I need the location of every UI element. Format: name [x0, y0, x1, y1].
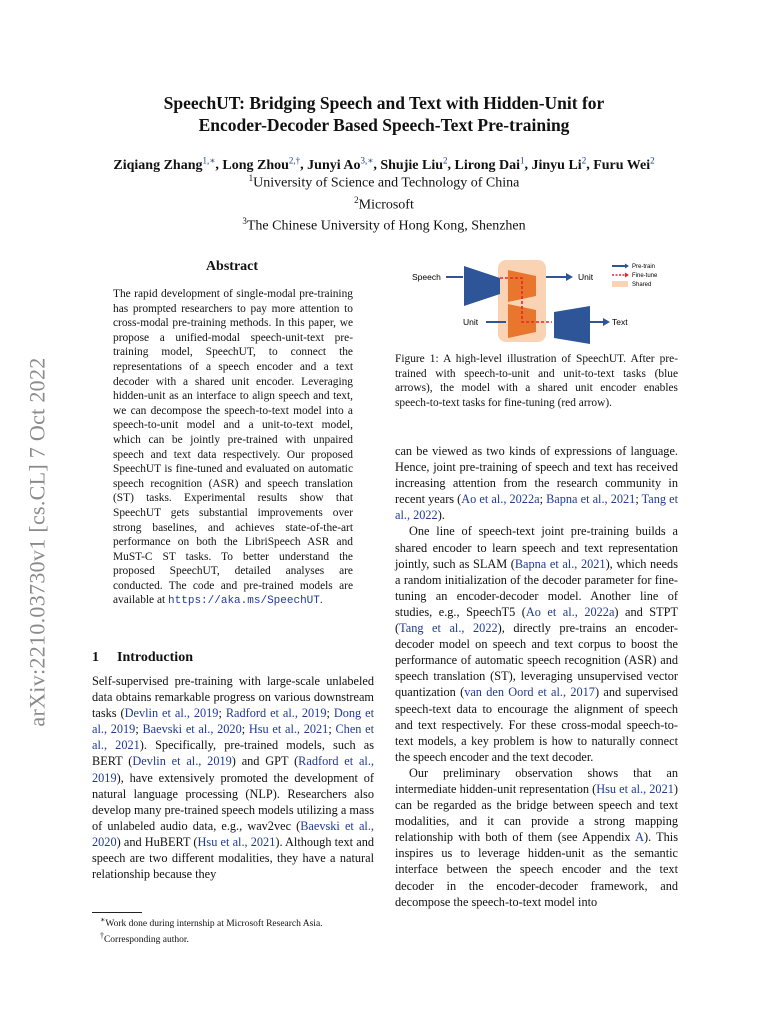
body-text: ;	[135, 722, 143, 737]
legend-pretrain: Pre-train	[632, 264, 656, 270]
citation-link[interactable]: Radford et al., 2019	[92, 754, 374, 785]
paper-title	[100, 92, 668, 136]
citation-link[interactable]: van den Oord et al., 2017	[464, 685, 595, 700]
figure-legend	[612, 264, 658, 289]
citation-link[interactable]: Devlin et al., 2019	[124, 706, 219, 721]
citation-link[interactable]: Bapna et al., 2021	[546, 492, 636, 507]
citation-link[interactable]: A	[635, 830, 644, 845]
body-text: ) and STPT (	[395, 604, 678, 636]
speech-encoder	[464, 266, 500, 306]
body-text: ;	[328, 722, 336, 737]
author: Lirong Dai$^1$	[454, 155, 525, 173]
paragraph	[395, 443, 678, 523]
body-text: ;	[326, 706, 334, 721]
intro-left-column	[92, 673, 374, 882]
author: Shujie Liu$^2$	[380, 155, 448, 173]
citation-link[interactable]: Devlin et al., 2019	[132, 754, 232, 769]
author: Jinyu Li$^2$	[531, 155, 587, 173]
body-text: ) and GPT (	[231, 754, 299, 769]
author: Furu Wei$^2$	[593, 155, 655, 173]
body-text: ;	[539, 492, 547, 507]
body-text: ) can be regarded as the bridge between speech and text modalities, and it can provide a strong mapping relationship with both of them (see Appendix	[395, 781, 678, 845]
citation-link[interactable]: Hsu et al., 2021	[596, 781, 674, 796]
citation-link[interactable]: Chen et al., 2021	[92, 722, 375, 753]
title-line-2: Encoder-Decoder Based Speech-Text Pre-training	[198, 115, 570, 135]
body-text: ;	[241, 722, 249, 737]
abstract-heading: Abstract	[205, 259, 259, 274]
citation-link[interactable]: Dong et al., 2019	[92, 706, 374, 737]
body-text: ), directly pre-trains an encoder-decoder model on speech and text corpus to boost the performance of automatic speech recognition (ASR) and speech translation (ST), leveraging unsupervised vector quantization (	[395, 621, 678, 700]
section-heading	[92, 650, 193, 666]
body-text: ). Specifically, pre-trained models, such as BERT (	[92, 738, 374, 769]
arxiv-side-stamp	[16, 352, 60, 732]
title-line-1: SpeechUT: Bridging Speech and Text with Hidden-Unit for	[163, 93, 605, 113]
body-text: ). This inspires us to leverage hidden-unit as the semantic interface between the speech encoder and the text decoder in the encoder-decoder framework, and decompose the speech-to-text model into	[395, 830, 678, 909]
body-text: ).	[437, 508, 445, 523]
citation-link[interactable]: Bapna et al., 2021	[514, 556, 606, 571]
body-text: One line of speech-text joint pre-training builds a shared encoder to learn speech and text representation jointly, such as SLAM (	[395, 524, 678, 571]
body-text: ), which needs a random initialization of the decoder parameter for fine-tuning an encoder-decoder model. Another line of studies, e.g., SpeechT5 (	[395, 556, 678, 619]
figure-caption: Figure 1: A high-level illustration of SpeechUT. After pre-trained with speech-to-unit and unit-to-text tasks (blue arrows), the model with a shared unit encoder enables speech-to-text tasks for fine-tuning (red arrow).	[395, 353, 678, 409]
citation-link[interactable]: Ao et al., 2022a	[461, 492, 540, 507]
citation-link[interactable]: Hsu et al., 2021	[197, 834, 276, 849]
affiliation: $^2$Microsoft	[354, 194, 414, 213]
affiliations	[100, 170, 668, 235]
citation-link[interactable]: Tang et al., 2022	[395, 492, 678, 523]
citation-link[interactable]: Baevski et al., 2020	[92, 818, 374, 849]
speech-label: Speech	[412, 272, 441, 282]
text-out-label: Text	[612, 317, 628, 327]
paragraph	[395, 765, 678, 910]
abstract-body: The rapid development of single-modal pre-training has prompted researchers to pay more attention to cross-modal pre-training methods. In this paper, we propose a unified-modal speech-unit-text pre-training model, SpeechUT, to connect the representations of a speech encoder and a text decoder with a shared unit encoder. Leveraging hidden-unit as an interface to align speech and text, we can decompose the speech-to-text model into a speech-to-unit model and a unit-to-text model, which can be jointly pre-trained with unpaired speech and text data respectively. Our proposed SpeechUT is fine-tuned and evaluated on automatic speech recognition (ASR) and speech translation (ST) tasks. Experimental results show that SpeechUT gets substantial improvements over strong baselines, and achieves state-of-the-art performance on both the LibriSpeech ASR and MuST-C ST tasks. To better understand the proposed SpeechUT, detailed analyses are conducted. The code and pre-trained models are available at https://aka.ms/SpeechUT.	[113, 288, 353, 608]
body-text: ). Although text and speech are two different modalities, they have a natural relationship because they	[92, 834, 374, 882]
footnotes	[92, 914, 374, 946]
unit-in-label: Unit	[463, 317, 479, 327]
body-text: ;	[218, 706, 226, 721]
citation-link[interactable]: Hsu et al., 2021	[248, 722, 329, 737]
body-text: ), have extensively promoted the development of natural language processing (NLP). Researchers also develop many pre-trained speech models utilizing a mass of unlabeled audio data, e.g., wav2vec (	[92, 770, 374, 833]
citation-link[interactable]: Tang et al., 2022	[399, 621, 498, 636]
author: Long Zhou$^{2,\dagger}$	[222, 155, 301, 173]
arxiv-id: arXiv:2210.03730v1 [cs.CL] 7 Oct 2022	[25, 357, 51, 727]
body-text: ;	[635, 492, 642, 507]
affiliation: $^1$University of Science and Technology of China	[248, 173, 520, 191]
code-link[interactable]: https://aka.ms/SpeechUT	[168, 595, 320, 608]
paragraph	[395, 523, 678, 764]
legend-shared: Shared	[632, 282, 652, 288]
section-number: 1	[92, 650, 99, 665]
body-text: ) and HuBERT (	[116, 834, 198, 849]
body-text: Self-supervised pre-training with large-scale unlabeled data obtains remarkable progress on various downstream tasks (	[92, 674, 374, 721]
body-text: ) and supervised speech-text data to encourage the alignment of speech and text respectively. For these cross-modal speech-to-text models, a key problem is how to naturally connect the speech encoder and the text decoder.	[395, 685, 679, 764]
author: Ziqiang Zhang$^{1,∗}$	[113, 155, 216, 173]
paragraph	[92, 673, 374, 882]
body-text: Our preliminary observation shows that an intermediate hidden-unit representation (	[395, 765, 678, 796]
author: Junyi $Ao^{3,∗}$	[307, 155, 374, 173]
intro-right-column	[395, 443, 678, 910]
footnote: ∗Work done during internship at Microsoft Research Asia.	[100, 915, 323, 930]
section-title: Introduction	[117, 650, 193, 665]
footnote: †Corresponding author.	[100, 931, 189, 946]
affiliation: $^3$The Chinese University of Hong Kong, Shenzhen	[242, 216, 526, 234]
author-list: Ziqiang Zhang$^{1,∗}$, Long Zhou$^{2,\dagger}$, Junyi $Ao^{3,∗}$, Shujie Liu$^2$, Lirong Dai$^1$, Jinyu Li$^2$, Furu Wei$^2$	[113, 155, 655, 173]
footnote-rule	[92, 912, 142, 913]
body-text: can be viewed as two kinds of expressions of language. Hence, joint pre-training of speech and text has received increasing attention from the research community in recent years (	[395, 444, 678, 507]
text-decoder	[554, 306, 590, 344]
citation-link[interactable]: Baevski et al., 2020	[142, 722, 242, 737]
abstract-text: The rapid development of single-modal pre-training has prompted researchers to pay more attention to cross-modal pre-training methods. In this paper, we propose a unified-modal speech-unit-text pre-training model, SpeechUT, to connect the representations of a speech encoder and a text decoder with a shared unit encoder. Leveraging hidden-unit as an interface to align speech and text, we can decompose the speech-to-text model into a speech-to-unit model and a unit-to-text model, which can be jointly pre-trained with unpaired speech and text data respectively. Our proposed SpeechUT is fine-tuned and evaluated on automatic speech recognition (ASR) and speech translation (ST) tasks. Experimental results show that SpeechUT gets substantial improvements over strong baselines, and achieves state-of-the-art performance on both the LibriSpeech ASR and MuST-C ST tasks. To better understand the proposed SpeechUT, detailed analyses are conducted. The code and pre-trained models are available at	[113, 288, 353, 607]
citation-link[interactable]: Radford et al., 2019	[225, 706, 327, 721]
legend-finetune: Fine-tune	[632, 273, 658, 279]
unit-out-label: Unit	[578, 272, 594, 282]
citation-link[interactable]: Ao et al., 2022a	[525, 604, 615, 619]
figure-speechut-diagram	[396, 256, 686, 346]
